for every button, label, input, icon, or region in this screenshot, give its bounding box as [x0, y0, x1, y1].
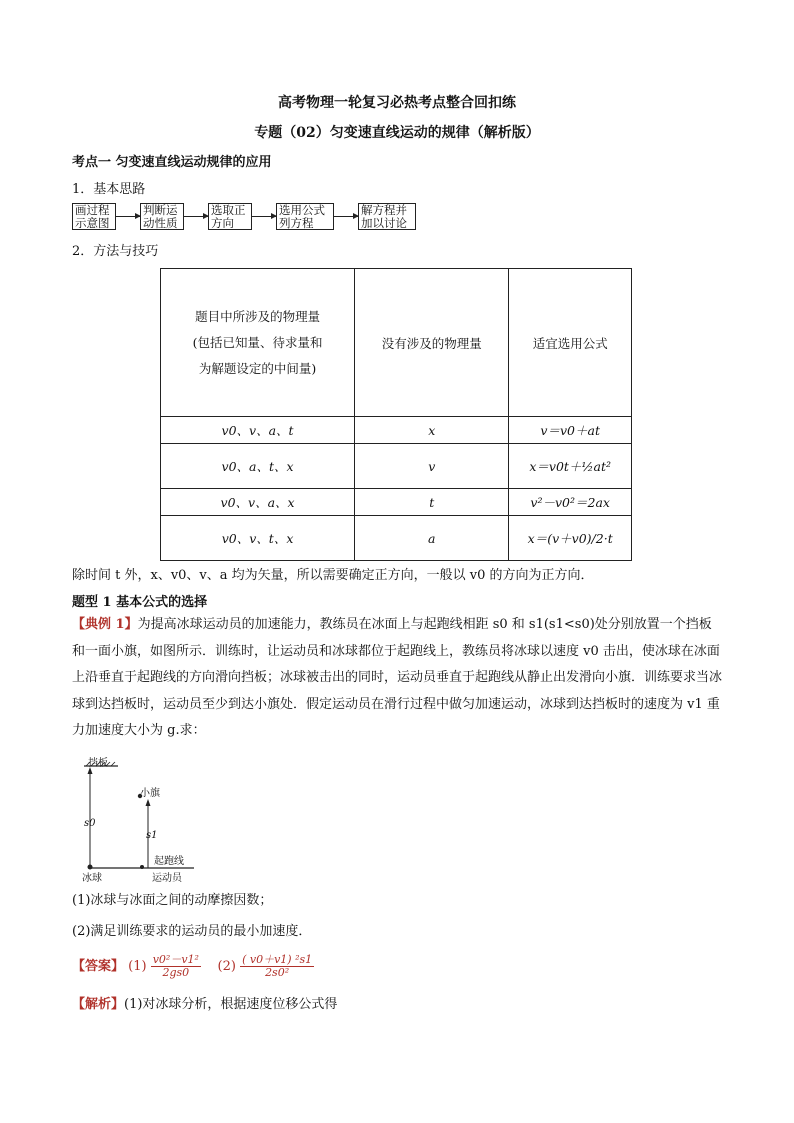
flow-step-text: 加以讨论 [361, 216, 407, 230]
analysis-tag: 【解析】 [72, 997, 125, 1012]
cell-missing: t [355, 489, 509, 516]
table-row [161, 489, 632, 516]
header-text: (包括已知量、待求量和 [192, 334, 323, 350]
answer-1-fraction [151, 954, 201, 979]
table-row [161, 444, 632, 489]
vector-note: 除时间 t 外，x、v0、v、a 均为矢量，所以需要确定正方向，一般以 v0 的方向为正方向． [72, 568, 594, 583]
answer-2-denominator: 2s0² [265, 966, 290, 979]
flow-step-text: 选用公式 [279, 203, 325, 217]
cell-missing: x [355, 417, 509, 444]
flow-step-text: 选取正 [211, 203, 246, 217]
flow-step-text: 方向 [211, 216, 234, 230]
question-1: (1)冰球与冰面之间的动摩擦因数； [72, 893, 273, 908]
cell-given: v0、v、t、x [161, 516, 355, 561]
label-s0: s0 [84, 818, 96, 829]
flow-step-text: 示意图 [75, 216, 110, 230]
section-heading: 考点一 匀变速直线运动规律的应用 [72, 155, 272, 170]
header-quantities-missing: 没有涉及的物理量 [355, 269, 509, 417]
cell-formula: v＝v0＋at [509, 417, 632, 444]
analysis-text: (1)对冰球分析，根据速度位移公式得 [124, 997, 338, 1012]
header-text: 为解题设定的中间量) [198, 360, 317, 376]
cell-given: v0、a、t、x [161, 444, 355, 489]
document-subtitle: 专题（02）匀变速直线运动的规律（解析版） [254, 125, 540, 141]
label-start-line: 起跑线 [154, 856, 184, 867]
question-2: (2)满足训练要求的运动员的最小加速度． [72, 924, 312, 939]
flow-arrow [184, 216, 208, 217]
header-formula: 适宜选用公式 [509, 269, 632, 417]
example-paragraph [72, 612, 722, 745]
flow-arrow [334, 216, 358, 217]
answer-line [72, 954, 314, 979]
answer-2-fraction [240, 954, 314, 979]
header-quantities-involved [161, 269, 355, 417]
cell-missing: v [355, 444, 509, 489]
flow-step-judge-motion [140, 203, 184, 230]
table-row [161, 516, 632, 561]
label-flag: 小旗 [140, 788, 160, 799]
hockey-diagram-svg [82, 754, 202, 882]
cell-formula: v²－v0²＝2ax [509, 489, 632, 516]
flow-step-text: 动性质 [143, 216, 178, 230]
hockey-diagram [82, 754, 202, 882]
flow-step-solve [358, 203, 416, 230]
header-text: 题目中所涉及的物理量 [195, 308, 321, 324]
flow-step-text: 画过程 [75, 203, 110, 217]
formula-table [160, 268, 632, 561]
flow-step-choose-formula [276, 203, 334, 230]
flow-step-choose-direction [208, 203, 252, 230]
subsection-methods: 2．方法与技巧 [72, 244, 159, 259]
flow-arrow [252, 216, 276, 217]
document-title: 高考物理一轮复习必热考点整合回扣练 [278, 95, 516, 111]
cell-given: v0、v、a、x [161, 489, 355, 516]
answer-1-numerator: v0²－v1² [152, 953, 199, 966]
answer-1-denominator: 2gs0 [162, 966, 190, 979]
cell-formula: x＝(v＋v0)/2·t [509, 516, 632, 561]
flow-step-text: 判断运 [143, 203, 178, 217]
example-text: 为提高冰球运动员的加速能力，教练员在冰面上与起跑线相距 s0 和 s1(s1<s0)处分别放置一个挡板和一面小旗，如图所示．训练时，让运动员和冰球都位于起跑线上，教练员将冰球以速度 v0 击出，使冰球在冰面上沿垂直于起跑线的方向滑向挡板；冰球被击出的同时，运动员垂直于起跑线从静止出发滑向小旗．训练要求当冰球到达挡板时，运动员至少到达小旗处．假定运动员在滑行过程中做匀加速运动，冰球到达挡板时的速度为 v1 重力加速度大小为 g.求： [72, 617, 723, 738]
label-athlete: 运动员 [152, 873, 182, 884]
flow-step-text: 列方程 [279, 216, 314, 230]
subsection-basic-approach: 1．基本思路 [72, 182, 146, 197]
flow-step-text: 解方程并 [361, 203, 407, 217]
label-puck: 冰球 [82, 873, 102, 884]
answer-2-numerator: ( v0＋v1) ²s1 [242, 953, 313, 966]
answer-1-label: (1) [128, 959, 147, 974]
table-header-row [161, 269, 632, 417]
topic-heading: 题型 1 基本公式的选择 [72, 595, 208, 610]
label-s1: s1 [146, 830, 158, 841]
answer-2-label: (2) [217, 959, 236, 974]
analysis-line [72, 993, 337, 1012]
label-baffle: 挡板 [88, 758, 108, 769]
flow-arrow [116, 216, 140, 217]
cell-given: v0、v、a、t [161, 417, 355, 444]
flow-step-draw-diagram [72, 203, 116, 230]
cell-formula: x＝v0t＋½at² [509, 444, 632, 489]
table-row [161, 417, 632, 444]
example-tag: 【典例 1】 [72, 617, 138, 632]
answer-tag: 【答案】 [72, 959, 125, 974]
cell-missing: a [355, 516, 509, 561]
